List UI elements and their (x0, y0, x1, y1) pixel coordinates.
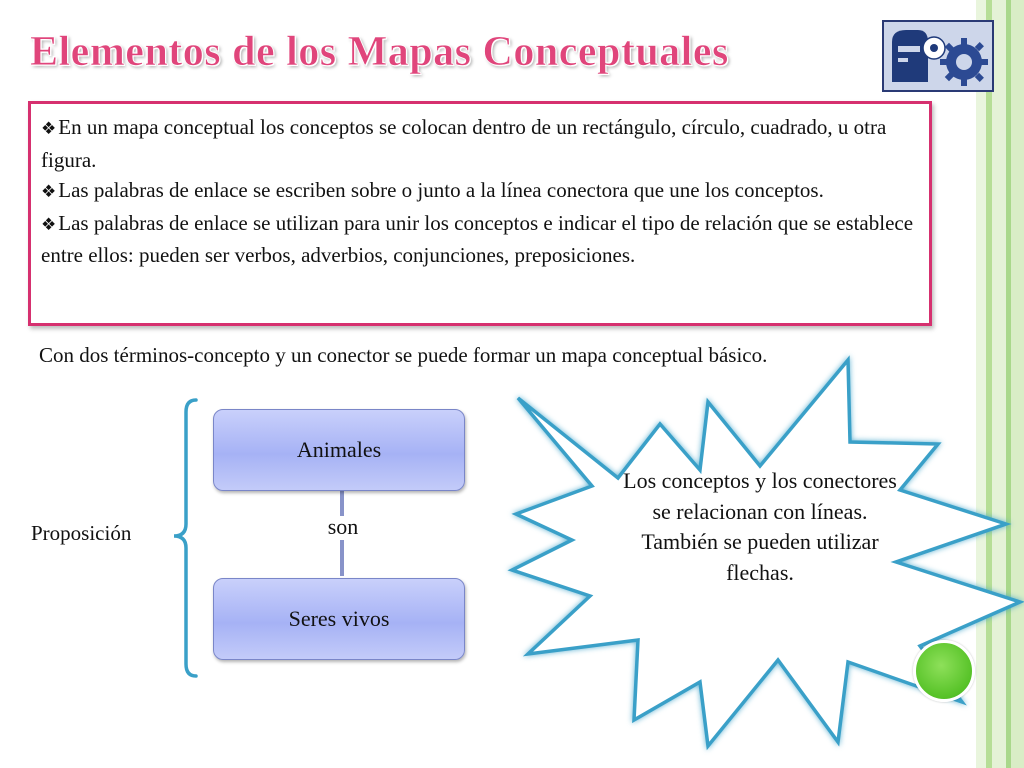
info-paragraph-1: ❖En un mapa conceptual los conceptos se colocan dentro de un rectángulo, círculo, cuadrado, u otra figura. (41, 115, 887, 172)
concept-box-animales: Animales (213, 409, 465, 491)
proposition-bracket (174, 400, 196, 676)
intro-text: Con dos términos-concepto y un conector se puede formar un mapa conceptual básico. (39, 343, 768, 367)
callout-text: Los conceptos y los conectores se relacionan con líneas. También se pueden utilizar flechas. (623, 468, 897, 585)
concept-box-seres-vivos: Seres vivos (213, 578, 465, 660)
diamond-bullet-icon: ❖ (41, 182, 57, 201)
connector-label: son (327, 514, 359, 539)
diamond-bullet-icon: ❖ (41, 119, 57, 138)
proposition-label: Proposición (31, 521, 132, 545)
slide-title: Elementos de los Mapas Conceptuales (30, 29, 729, 75)
diamond-bullet-icon: ❖ (41, 214, 57, 234)
green-dot-decoration (913, 640, 975, 702)
info-paragraph-2: ❖Las palabras de enlace se escriben sobre o junto a la línea conectora que une los conceptos. (41, 178, 824, 202)
info-paragraph-3: ❖Las palabras de enlace se utilizan para unir los conceptos e indicar el tipo de relación que se establece entre ellos: pueden ser verbos, adverbios, conjunciones, preposiciones. (41, 210, 914, 267)
